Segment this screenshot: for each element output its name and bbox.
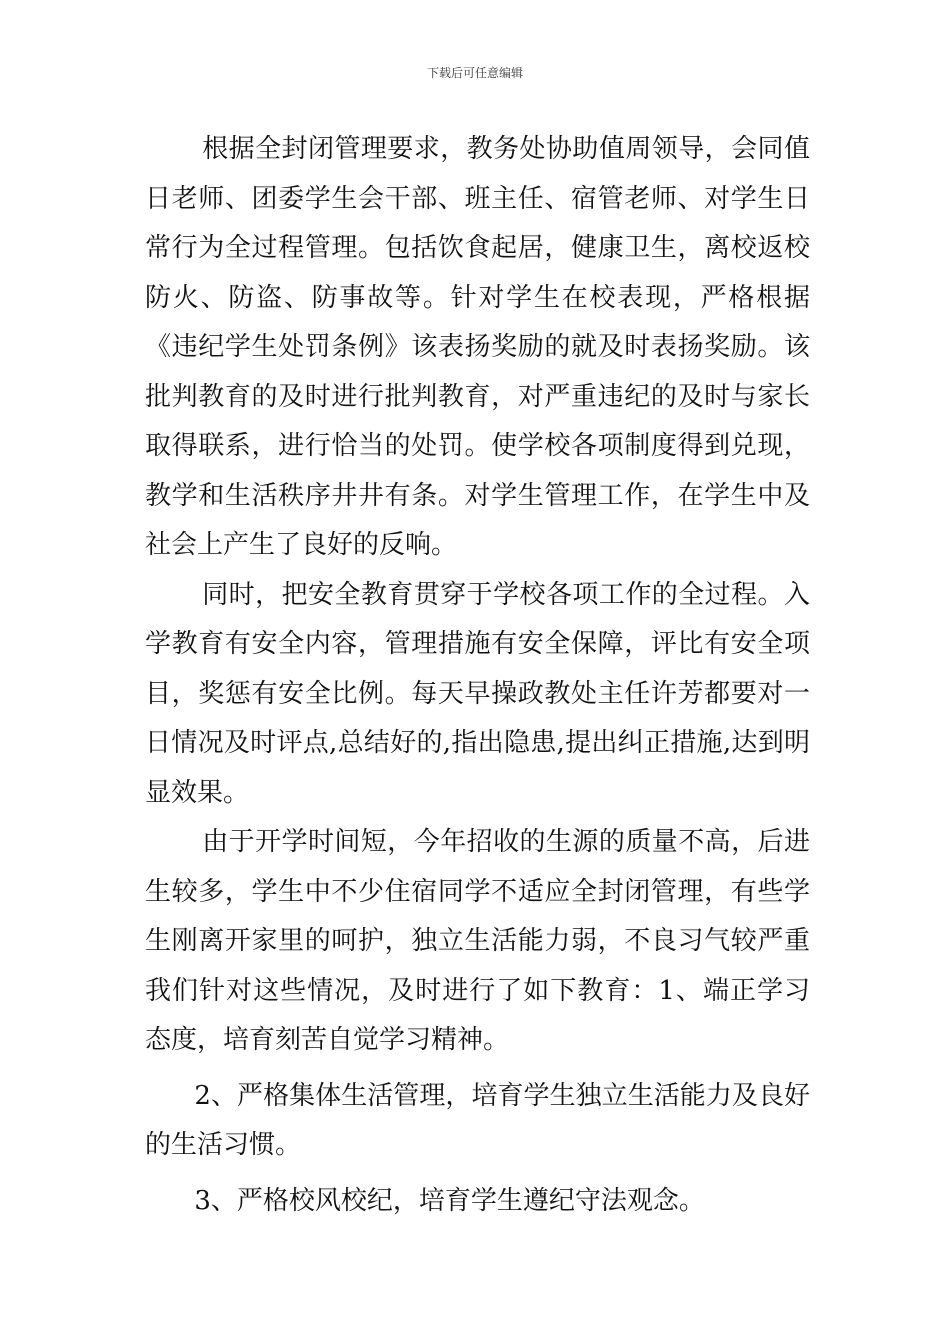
- list-item-collective-life: 2、严格集体生活管理，培育学生独立生活能力及良好的生活习惯。: [145, 1080, 810, 1160]
- paragraph-safety-education: 同时，把安全教育贯穿于学校各项工作的全过程。入学教育有安全内容，管理措施有安全保障，评比有安全项目，奖惩有安全比例。每天早操政教处主任许芳都要对一日情况及时评点,总结好的,指出隐患,提出纠正措施,达到明显效果。: [145, 579, 810, 808]
- list-item-school-discipline: 3、严格校风校纪，培育学生遵纪守法观念。: [194, 1185, 705, 1216]
- page-header-note: 下载后可任意编辑: [426, 66, 523, 80]
- document-body: [145, 125, 810, 1226]
- paragraph-student-situation: 由于开学时间短，今年招收的生源的质量不高，后进生较多，学生中不少住宿同学不适应全封闭管理，有些学生刚离开家里的呵护，独立生活能力弱，不良习气较严重我们针对这些情况，及时进行了如下教育：1、端正学习态度，培育刻苦自觉学习精神。: [145, 827, 810, 1055]
- paragraph-management: 根据全封闭管理要求，教务处协助值周领导，会同值日老师、团委学生会干部、班主任、宿管老师、对学生日常行为全过程管理。包括饮食起居，健康卫生，离校返校防火、防盗、防事故等。针对学生在校表现，严格根据《违纪学生处罚条例》该表扬奖励的就及时表扬奖励。该批判教育的及时进行批判教育，对严重违纪的及时与家长取得联系，进行恰当的处罚。使学校各项制度得到兑现，教学和生活秩序井井有条。对学生管理工作，在学生中及社会上产生了良好的反响。: [145, 134, 810, 560]
